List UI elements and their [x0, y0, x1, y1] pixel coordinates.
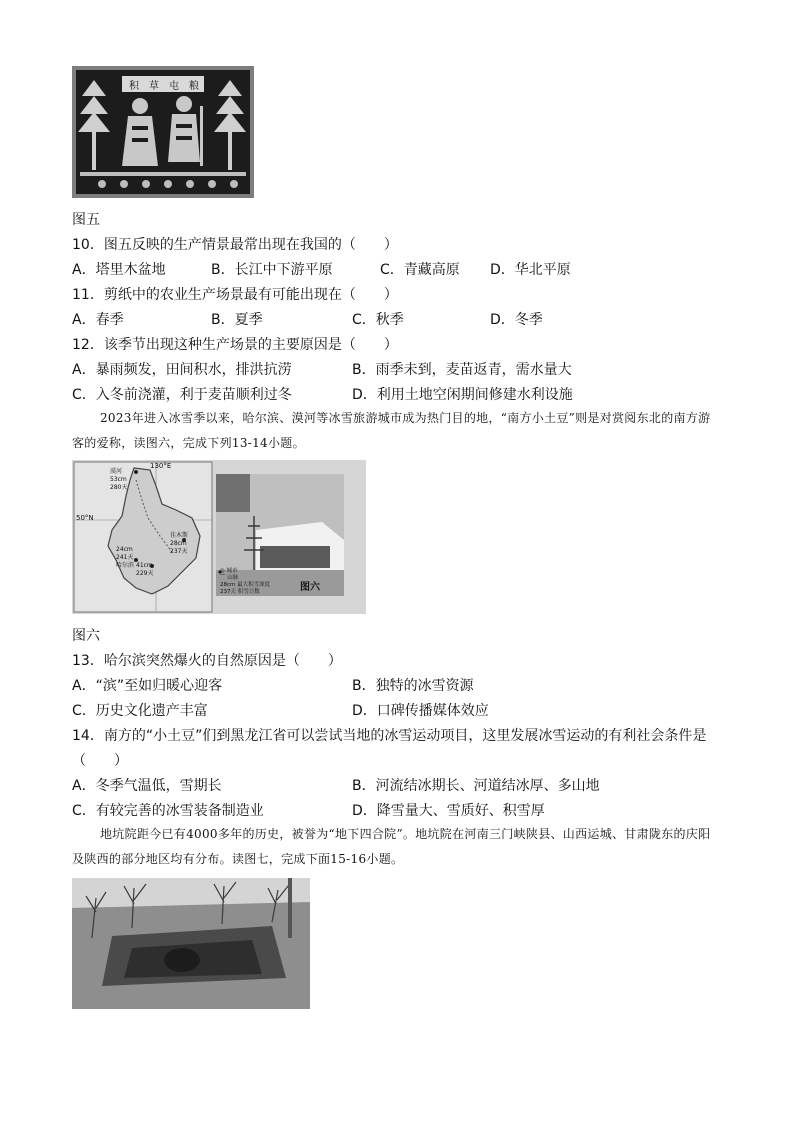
figure7-dikengyuan-photo: [72, 878, 310, 1009]
passage-15-16: 地坑院距今已有4000多年的历史，被誉为“地下四合院”。地坑院在河南三门峡陕县、山西运城、甘肃陇东的庆阳及陕西的部分地区均有分布。读图七，完成下面15-16小题。: [72, 827, 711, 866]
q10-option-b: B．长江中下游平原: [211, 262, 333, 278]
city-legend-icon: ◎: [220, 568, 227, 574]
legend-snow: 28cm 最大积雪深度: [220, 582, 271, 588]
banner-char: 粮: [189, 80, 199, 92]
q13-option-a: A．“滨”至如归暖心迎客: [72, 678, 223, 694]
station-snow: 41cm: [136, 562, 153, 569]
station-snow: 53cm: [110, 476, 127, 483]
station-name: 漠河: [110, 468, 123, 475]
station-snow: 28cm: [170, 540, 187, 547]
q14-option-b: B．河流结冰期长、河道结冰厚、多山地: [352, 778, 600, 794]
figure5-papercut-image: [72, 66, 254, 198]
latitude-label: 50°N: [76, 514, 94, 522]
banner-char: 屯: [169, 80, 179, 92]
station-days: 241天: [116, 554, 134, 561]
q11-option-a: A．春季: [72, 312, 124, 328]
q10-option-d: D．华北平原: [490, 262, 571, 278]
question-13-stem: 13．哈尔滨突然爆火的自然原因是（ ）: [72, 653, 342, 669]
q14-option-a: A．冬季气温低，雪期长: [72, 778, 222, 794]
legend-mountain: 山脉: [227, 575, 239, 581]
question-12-stem: 12．该季节出现这种生产场景的主要原因是（ ）: [72, 337, 398, 353]
q11-option-c: C．秋季: [352, 312, 404, 328]
station-snow: 24cm: [116, 546, 133, 553]
banner-char: 草: [149, 80, 159, 92]
station-days: 237天: [170, 548, 188, 555]
q14-option-d: D．降雪量大、雪质好、积雪厚: [352, 803, 545, 819]
banner-char: 积: [129, 80, 139, 92]
longitude-label: 130°E: [150, 462, 172, 470]
station-label: [110, 468, 127, 492]
question-11-stem: 11．剪纸中的农业生产场景最有可能出现在（ ）: [72, 287, 398, 303]
q13-option-d: D．口碑传播媒体效应: [352, 703, 489, 719]
figure5-caption: 图五: [72, 212, 100, 228]
q13-option-b: B．独特的冰雪资源: [352, 678, 474, 694]
q10-option-a: A．塔里木盆地: [72, 262, 166, 278]
figure7-svg: [72, 878, 310, 1009]
question-14-stem: 14．南方的“小土豆”们到黑龙江省可以尝试当地的冰雪运动项目，这里发展冰雪运动的有利社会条件是: [72, 728, 707, 744]
station-label: [170, 532, 188, 556]
question-14-stem-blank: （ ）: [72, 753, 128, 769]
station-name: 哈尔滨: [116, 562, 135, 569]
question-10-stem: 10．图五反映的生产情景最常出现在我国的（ ）: [72, 237, 398, 253]
q13-option-c: C．历史文化遗产丰富: [72, 703, 208, 719]
passage-13-14: 2023年进入冰雪季以来，哈尔滨、漠河等冰雪旅游城市成为热门目的地，“南方小土豆”则是对赏阅东北的南方游客的爱称，读图六，完成下列13-14小题。: [72, 411, 711, 450]
q14-option-c: C．有较完善的冰雪装备制造业: [72, 803, 264, 819]
station-label: [136, 562, 153, 578]
map-legend: [220, 568, 270, 596]
q11-option-d: D．冬季: [490, 312, 543, 328]
q12-option-a: A．暴雨频发，田间积水，排洪抗涝: [72, 362, 292, 378]
station-days: 229天: [136, 570, 154, 577]
legend-city: 城市: [226, 568, 238, 574]
q12-option-d: D．利用土地空闲期间修建水利设施: [352, 387, 573, 403]
q11-option-b: B．夏季: [211, 312, 263, 328]
station-label: [116, 546, 134, 570]
figure6-map-photo: [72, 460, 366, 614]
q10-option-c: C．青藏高原: [380, 262, 460, 278]
figure6-caption: 图六: [72, 628, 100, 644]
q12-option-b: B．雨季未到，麦苗返青，需水量大: [352, 362, 572, 378]
figure6-inner-caption: 图六: [300, 582, 320, 593]
mountain-legend-icon: ⌒: [220, 575, 228, 581]
q12-option-c: C．入冬前浇灌，利于麦苗顺利过冬: [72, 387, 292, 403]
station-name: 佳木斯: [170, 532, 189, 539]
station-days: 280天: [110, 484, 128, 491]
legend-days: 237天 积雪日数: [220, 589, 260, 595]
